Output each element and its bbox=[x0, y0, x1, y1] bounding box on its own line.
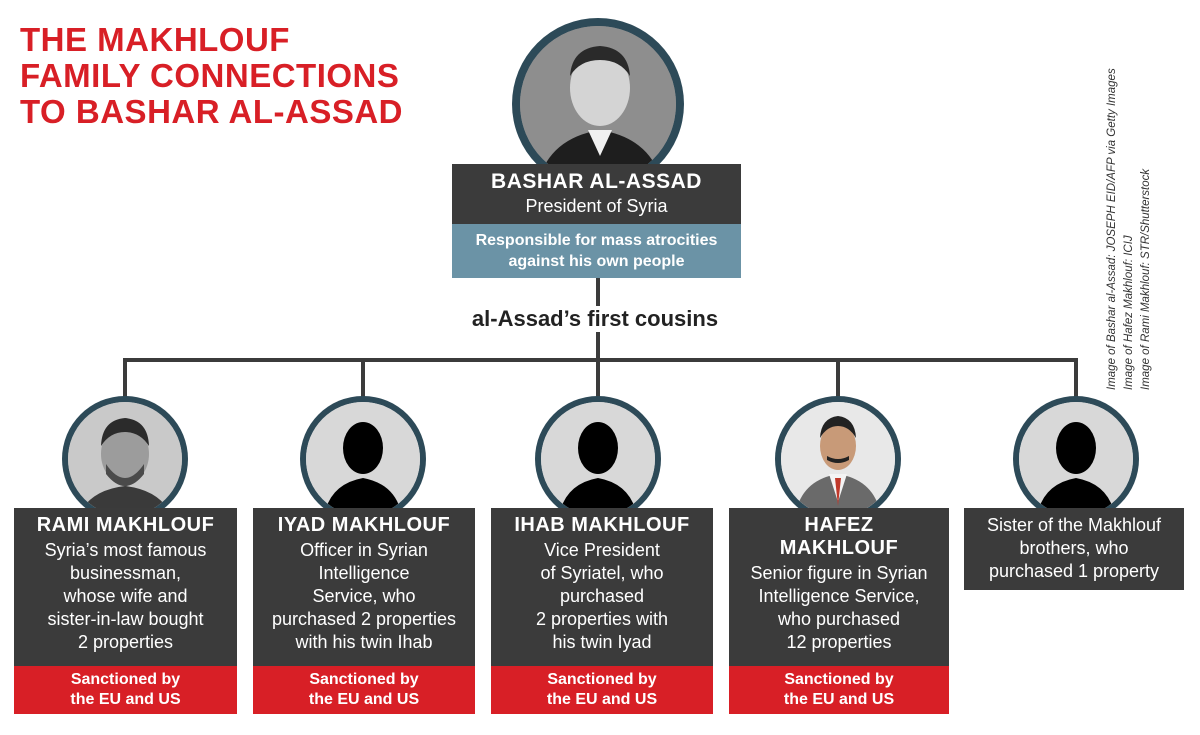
desc-line: Vice President bbox=[544, 540, 660, 560]
cousins-connector-label: al-Assad’s first cousins bbox=[440, 306, 750, 332]
desc-line: businessman, bbox=[69, 563, 182, 583]
rami-card bbox=[14, 508, 237, 666]
hafez-card bbox=[729, 508, 949, 666]
desc-line: Service, who bbox=[312, 586, 416, 606]
desc-line: whose wife and bbox=[63, 586, 188, 606]
title-line-1: THE MAKHLOUF bbox=[20, 21, 290, 58]
desc-line: with his twin Ihab bbox=[295, 632, 433, 652]
sanction-line: Sanctioned by bbox=[70, 671, 181, 688]
desc-line: purchased 1 property bbox=[988, 561, 1160, 581]
desc-line: sister-in-law bought bbox=[47, 609, 204, 629]
desc-line: Officer in Syrian bbox=[300, 540, 428, 560]
sister-card bbox=[964, 508, 1184, 590]
hafez-photo bbox=[775, 396, 901, 522]
desc-line: Intelligence Service, bbox=[758, 586, 920, 606]
ihab-photo bbox=[535, 396, 661, 522]
cousin-name: IYAD MAKHLOUF bbox=[277, 514, 451, 536]
silhouette-icon bbox=[541, 402, 655, 516]
desc-line: of Syriatel, who bbox=[540, 563, 664, 583]
sanction-badge bbox=[729, 666, 949, 714]
silhouette-icon bbox=[1019, 402, 1133, 516]
iyad-photo bbox=[300, 396, 426, 522]
sanction-line: Sanctioned by bbox=[547, 671, 657, 688]
iyad-card bbox=[253, 508, 475, 666]
portrait-icon bbox=[68, 402, 182, 516]
title-line-3: TO BASHAR AL-ASSAD bbox=[20, 93, 404, 130]
sanction-line: Sanctioned by bbox=[784, 671, 894, 688]
desc-line: 2 properties with bbox=[535, 609, 669, 629]
desc-line: who purchased bbox=[777, 609, 901, 629]
cousin-description bbox=[729, 562, 949, 654]
bashar-note bbox=[452, 224, 741, 278]
cousin-description bbox=[253, 539, 475, 654]
desc-line: his twin Iyad bbox=[552, 632, 652, 652]
desc-line: purchased bbox=[559, 586, 645, 606]
cousin-name-line: HAFEZ bbox=[804, 514, 874, 536]
sister-photo bbox=[1013, 396, 1139, 522]
credit-line: Image of Rami Makhlouf: STR/Shutterstock bbox=[1140, 168, 1152, 390]
desc-line: 12 properties bbox=[786, 632, 892, 652]
sanction-line: the EU and US bbox=[546, 691, 658, 708]
portrait-icon bbox=[520, 26, 676, 182]
desc-line: Syria’s most famous bbox=[44, 540, 207, 560]
desc-line: purchased 2 properties bbox=[271, 609, 457, 629]
sanction-line: Sanctioned by bbox=[309, 671, 419, 688]
bashar-role: President of Syria bbox=[525, 196, 668, 216]
bashar-note-line: Responsible for mass atrocities bbox=[475, 232, 718, 249]
bashar-card bbox=[452, 164, 741, 224]
sanction-line: the EU and US bbox=[70, 691, 181, 708]
sanction-badge bbox=[14, 666, 237, 714]
cousin-name: RAMI MAKHLOUF bbox=[36, 514, 215, 536]
sanction-badge bbox=[491, 666, 713, 714]
credit-line: Image of Hafez Makhlouf: ICIJ bbox=[1123, 235, 1135, 390]
silhouette-icon bbox=[306, 402, 420, 516]
sanction-badge bbox=[253, 666, 475, 714]
credit-line: Image of Bashar al-Assad: JOSEPH EID/AFP via Getty Images bbox=[1106, 68, 1118, 390]
cousin-description bbox=[14, 539, 237, 654]
cousin-name-line: MAKHLOUF bbox=[779, 537, 899, 559]
sanction-line: the EU and US bbox=[783, 691, 895, 708]
ihab-card bbox=[491, 508, 713, 666]
desc-line: 2 properties bbox=[77, 632, 174, 652]
desc-line: brothers, who bbox=[1019, 538, 1129, 558]
bashar-note-line: against his own people bbox=[508, 253, 685, 270]
cousin-name: IHAB MAKHLOUF bbox=[514, 514, 690, 536]
rami-photo bbox=[62, 396, 188, 522]
title-line-2: FAMILY CONNECTIONS bbox=[20, 57, 400, 94]
desc-line: Intelligence bbox=[318, 563, 410, 583]
desc-line: Sister of the Makhlouf bbox=[986, 515, 1162, 535]
desc-line: Senior figure in Syrian bbox=[750, 563, 928, 583]
cousin-description bbox=[964, 510, 1184, 583]
cousin-description bbox=[491, 539, 713, 654]
bashar-name: BASHAR AL-ASSAD bbox=[491, 170, 702, 193]
portrait-icon bbox=[781, 402, 895, 516]
sanction-line: the EU and US bbox=[308, 691, 420, 708]
cousin-name bbox=[729, 508, 949, 560]
